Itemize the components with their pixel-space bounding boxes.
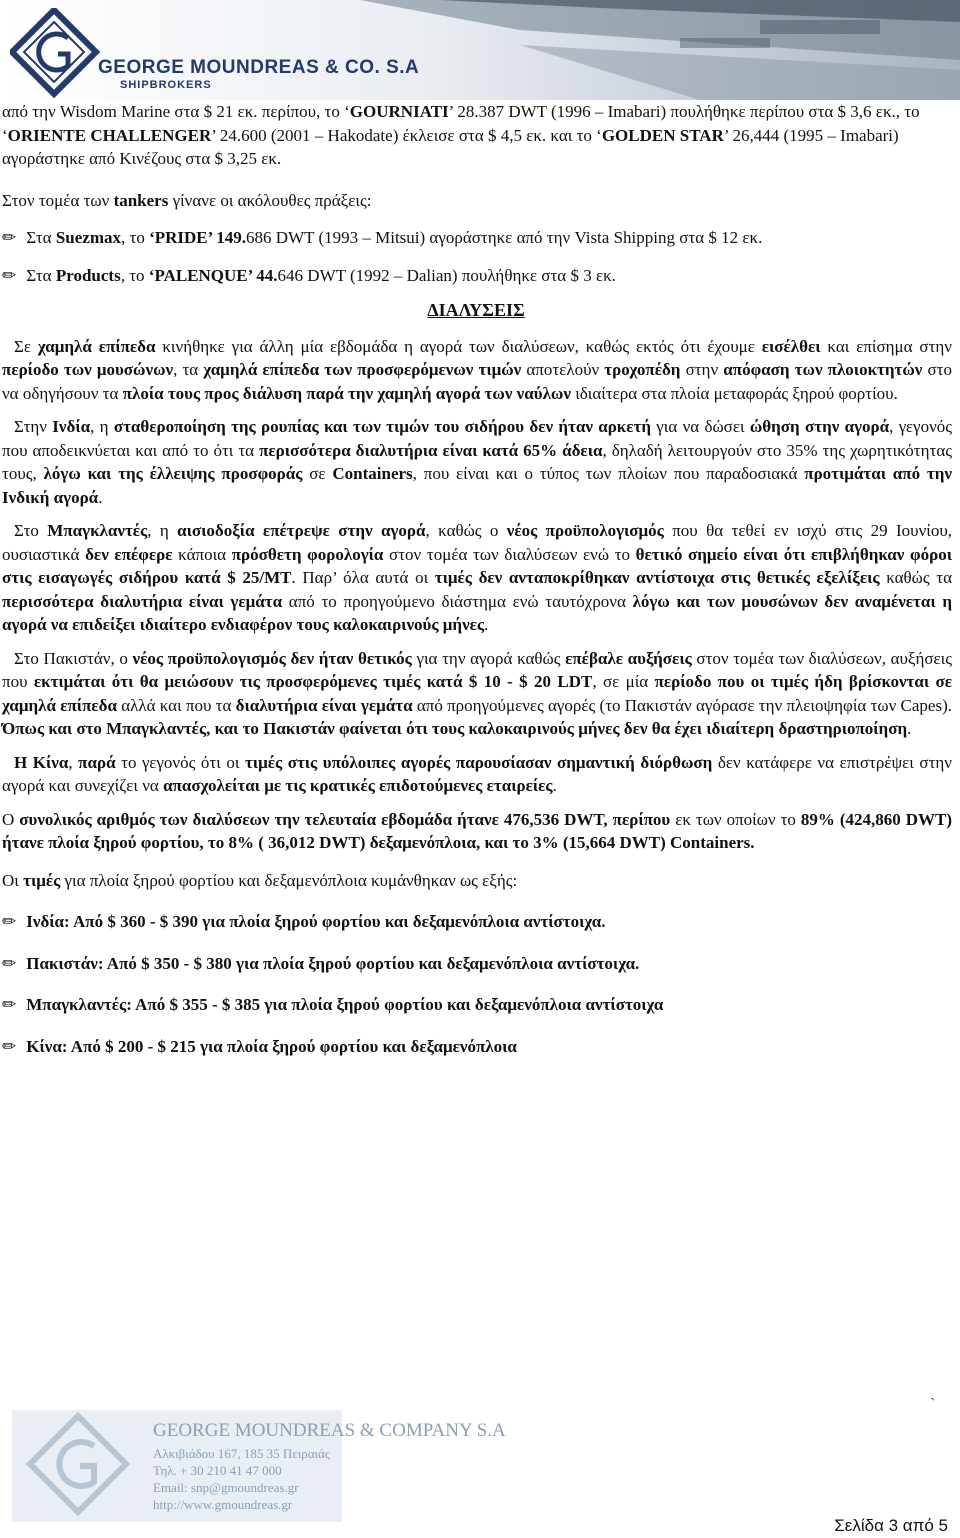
footer-logo-watermark [22,1410,142,1522]
footer-email[interactable]: Email: snp@gmoundreas.gr [153,1480,299,1495]
demolition-paragraph-bangladesh: Στο Μπαγκλαντές, η αισιοδοξία επέτρεψε στην αγορά, καθώς ο νέος προϋπολογισμός που θα τεθεί εν ισχύ στις 29 Ιουνίου, ουσιαστικά δεν επέφερε κάποια πρόσθετη φορολογία στον τομέα των διαλύσεων ενώ το θετικό σημείο είναι ότι επιβλήθηκαν φόροι στις εισαγωγές σιδήρου κατά $ 25/MT. Παρ’ όλα αυτά οι τιμές δεν ανταποκρίθηκαν αντίστοιχα στις θετικές εξελίξεις καθώς τα περισσότερα διαλυτήρια είναι γεμάτα από το προηγούμενο διάστημα ενώ ταυτόχρονα λόγω και των μουσώνων δεν αναμένεται η αγορά να επιδείξει ιδιαίτερο ενδιαφέρον τους καλοκαιρινούς μήνες. [2,521,953,634]
price-item-china: ✏ Κίνα: Από $ 200 - $ 215 για πλοία ξηρού φορτίου και δεξαμενόπλοια [0,1035,952,1059]
footer-tick: ` [930,1396,936,1413]
header-subtitle: SHIPBROKERS [120,79,212,91]
page-header [0,0,960,100]
demolition-paragraph-pakistan: Στο Πακιστάν, ο νέος προϋπολογισμός δεν ήταν θετικός για την αγορά καθώς επέβαλε αυξήσεις στον τομέα των διαλύσεων, αυξήσεις που εκτιμάται ότι θα μειώσουν τις προσφερόμενες τιμές κατά $ 10 - $ 20 LDT, σε μία περίοδο που οι τιμές ήδη βρίσκονται σε χαμηλά επίπεδα αλλά και που τα διαλυτήρια είναι γεμάτα από προηγούμενες αγορές (το Πακιστάν αγόρασε την πλειοψηφία των Capes). Όπως και στο Μπαγκλαντές, και το Πακιστάν φαίνεται ότι τους καλοκαιρινούς μήνες δεν θα έχει ιδιαίτερη δραστηριοποίηση. [2,648,953,738]
demolition-paragraph-india: Στην Ινδία, η σταθεροποίηση της ρουπίας και των τιμών του σιδήρου δεν ήταν αρκετή για να δώσει ώθηση στην αγορά, γεγονός που αποδεικνύεται και από το ότι τα περισσότερα διαλυτήρια είναι κατά 65% άδεια, δηλαδή λειτουργούν στο 35% της χωρητικότητας τους, λόγω και της έλλειψης προσφοράς σε Containers, που είναι και ο τύπος των πλοίων που παραδοσιακά προτιμάται από την Ινδική αγορά. [2,417,953,507]
pencil-icon: ✏ [2,995,17,1014]
demolition-paragraph-1: Σε χαμηλά επίπεδα κινήθηκε για άλλη μία εβδομάδα η αγορά των διαλύσεων, καθώς εκτός ότι έχουμε εισέλθει και επίσημα στην περίοδο των μουσώνων, τα χαμηλά επίπεδα των προσφερόμενων τιμών αποτελούν τροχοπέδη στην απόφαση των πλοιοκτητών στο να οδηγήσουν τα πλοία τους προς διάλυση παρά την χαμηλή αγορά των ναύλων ιδιαίτερα στα πλοία μεταφοράς ξηρού φορτίου. [2,336,952,403]
products-bullet: ✏ Στα Products, το ‘PALENQUE’ 44.646 DWT (1992 – Dalian) πουλήθηκε στα $ 3 εκ. [0,264,952,288]
price-item-pakistan: ✏ Πακιστάν: Από $ 350 - $ 380 για πλοία ξηρού φορτίου και δεξαμενόπλοια αντίστοιχα. [0,952,952,976]
demolition-paragraph-china: Η Κίνα, παρά το γεγονός ότι οι τιμές στις υπόλοιπες αγορές παρουσίασαν σημαντική διόρθωση δεν κατάφερε να επιστρέψει στην αγορά και συνεχίζει να απασχολείται με τις κρατικές επιδοτούμενες εταιρείες. [2,752,952,795]
footer-website[interactable]: http://www.gmoundreas.gr [153,1497,293,1512]
intro-paragraph: από την Wisdom Marine στα $ 21 εκ. περίπου, το ‘GOURNIATI’ 28.387 DWT (1996 – Imabari) πουλήθηκε περίπου στα $ 3,6 εκ., το ‘ORIENTE CHALLENGER’ 24.600 (2001 – Hakodate) έκλεισε στα $ 4,5 εκ. και το ‘GOLDEN STAR’ 26,444 (1995 – Imabari) αγοράστηκε από Κινέζους στα $ 3,25 εκ. [2,102,920,168]
price-item-bangladesh: ✏ Μπαγκλαντές: Από $ 355 - $ 385 για πλοία ξηρού φορτίου και δεξαμενόπλοια αντίστοιχα [0,993,952,1017]
footer-phone: Τηλ. + 30 210 41 47 000 [153,1463,282,1478]
company-logo [10,8,110,100]
pencil-icon: ✏ [2,953,17,973]
pencil-icon: ✏ [2,228,17,247]
footer-address: Αλκιβιάδου 167, 185 35 Πειραιάς [153,1446,330,1461]
document-body [0,100,952,1058]
page-footer [0,1396,960,1538]
demolition-total-paragraph: Ο συνολικός αριθμός των διαλύσεων την τελευταία εβδομάδα ήτανε 476,536 DWT, περίπου εκ των οποίων το 89% (424,860 DWT) ήτανε πλοία ξηρού φορτίου, το 8% ( 36,012 DWT) δεξαμενόπλοια, και το 3% (15,664 DWT) Containers. [2,809,952,852]
pencil-icon: ✏ [2,912,17,931]
pencil-icon: ✏ [2,1036,17,1056]
price-list [0,910,952,1058]
suezmax-bullet: ✏ Στα Suezmax, το ‘PRIDE’ 149.686 DWT (1993 – Mitsui) αγοράστηκε από την Vista Shipping στα $ 12 εκ. [0,226,952,250]
price-item-india: ✏ Ινδία: Από $ 360 - $ 390 για πλοία ξηρού φορτίου και δεξαμενόπλοια αντίστοιχα. [0,910,952,934]
page-number: Σελίδα 3 από 5 [834,1516,948,1535]
tankers-paragraph: Στον τομέα των tankers γίνανε οι ακόλουθες πράξεις: [2,190,372,210]
section-heading: ΔΙΑΛΥΣΕΙΣ [427,300,525,320]
header-company-name: GEORGE MOUNDREAS & CO. S.A [98,57,420,78]
footer-company: GEORGE MOUNDREAS & COMPANY S.A [153,1420,506,1441]
pencil-icon: ✏ [2,265,17,285]
prices-intro: Οι τιμές για πλοία ξηρού φορτίου και δεξαμενόπλοια κυμάνθηκαν ως εξής: [2,870,518,890]
